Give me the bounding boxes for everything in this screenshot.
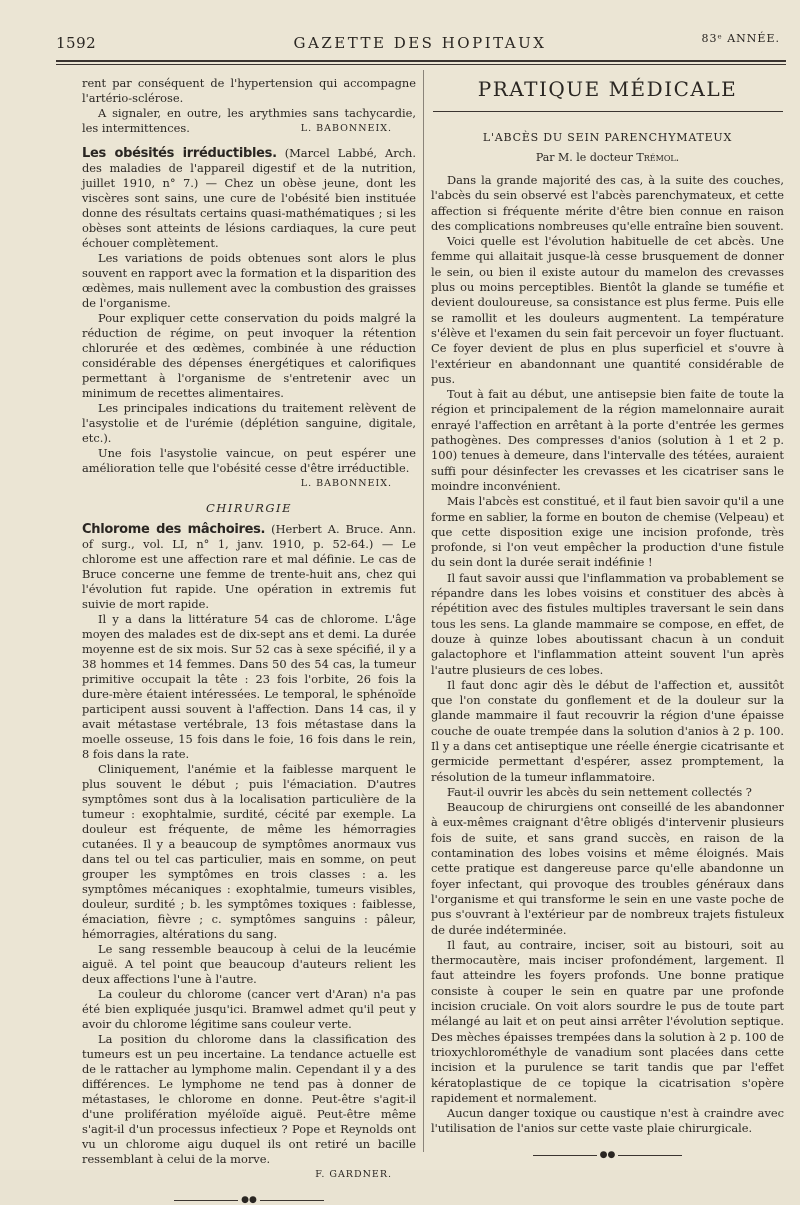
article-paragraph: La couleur du chlorome (cancer vert d'Aran) n'a pas été bien expliquée jusqu'ici. Bramwel admet qu'il peut y avoir du chlorome légitime sans couleur verte.	[82, 987, 416, 1031]
intro-paragraph: A signaler, en outre, les arythmies sans tachycardie, les intermittences.	[82, 106, 416, 135]
journal-title: GAZETTE DES HOPITAUX	[293, 34, 547, 52]
article-lead	[82, 522, 416, 612]
left-column	[82, 76, 416, 1205]
article-paragraph: Tout à fait au début, une antisepsie bien faite de toute la région et principalement de la région mamelonnaire aurait enrayé l'affection en arrêtant à la porte d'entrée les germes pathogènes. Des compresses d'anios (solution à 1 et 2 p. 100) tenues à demeure, dans l'intervalle des tétées, auraient suffi pour désinfecter les crevasses et les cicatriser sans le moindre inconvénient.	[431, 387, 784, 493]
intro-signature: L. BABONNEIX.	[300, 123, 392, 134]
article-paragraph: Il y a dans la littérature 54 cas de chlorome. L'âge moyen des malades est de dix-sept ans et demi. La durée moyenne est de six mois. Sur 52 cas à sexe spécifié, il y a 38 hommes et 14 femmes. Dans 50 des 54 cas, la tumeur primitive occupait la tête : 23 fois l'orbite, 26 fois la dure-mère étaient intéressées. Le temporal, le sphénoïde participent aussi souvent à l'affection. Dans 14 cas, il y avait métastase vertébrale, 13 fois métastase dans la moelle osseuse, 15 fois dans le foie, 16 fois dans le rein, 8 fois dans la rate.	[82, 612, 416, 761]
article-paragraph: Les variations de poids obtenues sont alors le plus souvent en rapport avec la formation et la disparition des œdèmes, mais nullement avec la combustion des graisses de l'organisme.	[82, 251, 416, 310]
section-heading: CHIRURGIE	[205, 501, 292, 515]
article-title: Chlorome des mâchoires.	[82, 522, 266, 537]
header-rule-thick	[56, 60, 786, 62]
end-ornament: ●●	[82, 1196, 416, 1205]
article-paragraph: Aucun danger toxique ou caustique n'est à craindre avec l'utilisation de l'anios sur cette vaste plaie chirurgicale.	[431, 1106, 784, 1136]
article-paragraph: Pour expliquer cette conservation du poids malgré la réduction de régime, on peut invoquer la rétention chlorurée et des œdèmes, combinée à une réduction considérable des dépenses énergétiques et calorifiques permettant à l'organisme de s'entretenir avec un minimum de recettes alimentaires.	[82, 311, 416, 400]
article-paragraph: Il faut savoir aussi que l'inflammation va probablement se répandre dans les lobes voisins et constituer des abcès à répétition avec des fistules multiples traversant le sein dans tous les sens. La glande mammaire se compose, en effet, de douze à quinze lobes aboutissant chacun à un conduit galactophore et l'inflammation atteint souvent l'un après l'autre plusieurs de ces lobes.	[431, 570, 784, 677]
right-column	[431, 76, 784, 1160]
article-paragraph: Faut-il ouvrir les abcès du sein nettement collectés ?	[447, 784, 752, 799]
article-paragraph: Dans la grande majorité des cas, à la suite des couches, l'abcès du sein observé est l'abcès parenchymateux, et cette affection si fréquente mérite d'être bien connue en raison des complications nombreuses qu'elle entraîne bien souvent.	[431, 173, 784, 233]
article-first-paragraph: — Le chlorome est une affection rare et mal définie. Le cas de Bruce concerne une femme de trente-huit ans, chez qui l'évolution fut rapide. Une opération in extremis fut suivie de mort rapide.	[82, 537, 416, 611]
author-prefix: Par M. le docteur	[535, 151, 633, 164]
rubric-rule	[433, 111, 783, 112]
column-divider	[423, 70, 424, 1152]
page-number: 1592	[56, 34, 97, 52]
author-name: Trémol.	[636, 151, 680, 164]
article-paragraph: Cliniquement, l'anémie et la faiblesse marquent le plus souvent le début ; puis l'émaciation. D'autres symptômes sont dus à la localisation particulière de la tumeur : exophtalmie, surdité, cécité par exemple. La douleur est fréquente, de même les hémorragies cutanées. Il y a beaucoup de symptômes anormaux vus dans tel ou tel cas particulier, mais en somme, on peut grouper les symptômes en trois classes : a. les symptômes mécaniques : exophtalmie, tumeurs visibles, douleur, surdité ; b. les symptômes toxiques : faiblesse, émaciation, fièvre ; c. symptômes sanguins : pâleur, hémorragies, altérations du sang.	[82, 762, 416, 941]
article-paragraph: La position du chlorome dans la classification des tumeurs est un peu incertaine. La tendance actuelle est de le rattacher au lymphome malin. Cependant il y a des différences. Le lymphome ne tend pas à donner de métastases, le chlorome en donne. Peut-être s'agit-il d'une prolifération myéloïde aiguë. Peut-être même s'agit-il d'un processus infectieux ? Pope et Reynolds ont vu un chlorome aigu duquel ils ont retiré un bacille ressemblant à celui de la morve.	[82, 1032, 416, 1166]
article-paragraph: Il faut donc agir dès le début de l'affection et, aussitôt que l'on constate du gonflement et de la douleur sur la glande mammaire il faut recouvrir la région d'une épaisse couche de ouate trempée dans la solution d'anios à 2 p. 100. Il y a dans cet antiseptique une réelle énergie cicatrisante et germicide permettant d'espérer, assez promptement, la résolution de la tumeur inflammatoire.	[431, 677, 784, 784]
article-paragraph: Il faut, au contraire, inciser, soit au bistouri, soit au thermocautère, mais inciser profondément, largement. Il faut atteindre les foyers profonds. Une bonne pratique consiste à couper le sein en quatre par une profonde incision cruciale. On voit alors sourdre le pus de toute part mélangé au lait et on peut ainsi arrêter l'évolution septique. Des mèches épaisses trempées dans la solution à 2 p. 100 de trioxychlorométhyle de vanadium sont placées dans cette incision et la purulence se tarit tandis que par l'effet kératoplastique de ce topique la cicatrisation s'opère rapidement et normalement.	[431, 937, 784, 1105]
article-paragraph: Une fois l'asystolie vaincue, on peut espérer une amélioration telle que l'obésité cesse d'être irréductible.	[82, 446, 416, 475]
article-signature: L. BABONNEIX.	[300, 478, 392, 489]
article-paragraph: Le sang ressemble beaucoup à celui de la leucémie aiguë. A tel point que beaucoup d'auteurs relient les deux affections l'une à l'autre.	[82, 942, 416, 986]
article-title: Les obésités irréductibles.	[82, 146, 277, 161]
article-obesites	[82, 146, 416, 491]
rubric-title: PRATIQUE MÉDICALE	[477, 77, 738, 101]
article-title: L'ABCÈS DU SEIN PARENCHYMATEUX	[482, 131, 733, 144]
article-citation: (Herbert A. Bruce. Ann. of surg., vol. LI, n° 1, janv. 1910, p. 52-64.)	[82, 522, 416, 551]
article-signature: F. GARDNER.	[315, 1169, 392, 1180]
article-paragraph: Mais l'abcès est constitué, et il faut bien savoir qu'il a une forme en sablier, la forme en bouton de chemise (Velpeau) et que cette disposition exige une incision profonde, très profonde, si l'on veut empêcher la production d'une fistule du sein dont la durée serait indéfinie !	[431, 494, 784, 570]
page-header	[52, 28, 788, 56]
article-author	[431, 150, 784, 165]
header-rule-thin	[56, 64, 786, 65]
article-paragraph: Voici quelle est l'évolution habituelle de cet abcès. Une femme qui allaitait jusque-là cesse brusquement de donner le sein, ou bien il existe autour du mamelon des crevasses plus ou moins perceptibles. Bientôt la glande se tuméfie et devient douloureuse, sa consistance est plus ferme. Puis elle se ramollit et les douleurs augmentent. La température s'élève et l'examen du sein fait percevoir un foyer fluctuant. Ce foyer devient de plus en plus superficiel et s'ouvre à l'extérieur en abandonnant une quantité considérable de pus.	[431, 234, 784, 386]
article-chlorome	[82, 522, 416, 1182]
article-paragraph: Les principales indications du traitement relèvent de l'asystolie et de l'urémie (déplétion sanguine, digitale, etc.).	[82, 401, 416, 445]
volume-year: 83ᵉ ANNÉE.	[701, 32, 780, 45]
end-ornament: ●●	[431, 1151, 784, 1160]
article-lead	[82, 146, 416, 251]
article-paragraph: Beaucoup de chirurgiens ont conseillé de les abandonner à eux-mêmes craignant d'être obligés d'intervenir plusieurs fois de suite, et sans grand succès, en raison de la contamination des lobes voisins et même éloignés. Mais cette pratique est dangereuse parce qu'elle abandonne un foyer infectant, qui provoque des troubles généraux dans l'organisme et qui transforme le sein en une vaste poche de pus s'ouvrant à l'extérieur par de nombreux trajets fistuleux de durée indéterminée.	[431, 800, 784, 937]
article-citation: (Marcel Labbé, Arch. des maladies de l'appareil digestif et de la nutrition, juillet 1910, n° 7.)	[82, 146, 417, 190]
intro-paragraph: rent par conséquent de l'hypertension qui accompagne l'artério-sclérose.	[82, 76, 416, 105]
article-first-paragraph: — Chez un obèse jeune, dont les viscères sont sains, une cure de l'obésité bien instituée donne des résultats certains quasi-mathématiques ; si les obèses sont atteints de lésions cardiaques, la cure peut échouer complètement.	[82, 176, 416, 250]
